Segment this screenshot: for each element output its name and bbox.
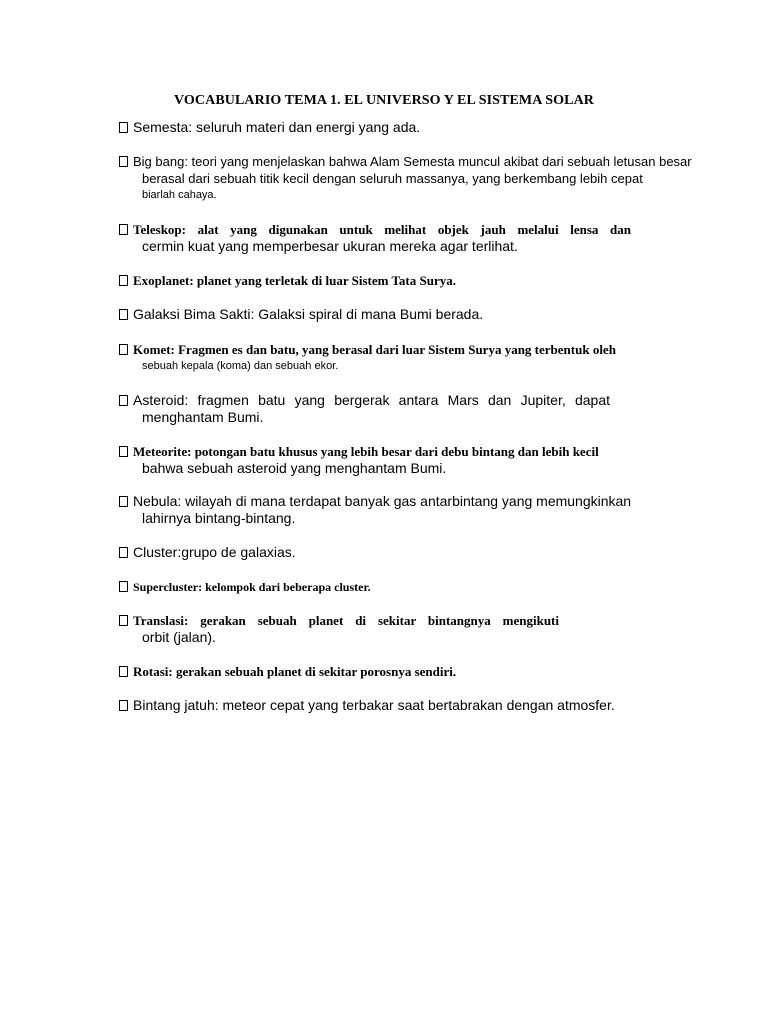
entry-text-cont: orbit (jalan).	[142, 629, 216, 645]
checkbox-icon	[119, 122, 128, 133]
entry-big-bang	[119, 154, 694, 203]
entry-text-cont: berasal dari sebuah titik kecil dengan seluruh massanya, yang berkembang lebih cepat	[142, 170, 643, 186]
checkbox-icon	[119, 156, 128, 167]
entry-text: Bintang jatuh: meteor cepat yang terbakar saat bertabrakan dengan atmosfer.	[133, 697, 615, 713]
entry-nebula	[119, 493, 679, 527]
entry-translasi	[119, 612, 639, 646]
entry-asteroid	[119, 392, 639, 426]
checkbox-icon	[119, 581, 128, 592]
entry-text: Big bang: teori yang menjelaskan bahwa Alam Semesta muncul akibat dari sebuah letusan besar	[133, 154, 692, 169]
checkbox-icon	[119, 344, 128, 355]
entry-meteorite	[119, 443, 679, 477]
entry-text: Semesta: seluruh materi dan energi yang ada.	[133, 119, 421, 135]
entry-text: Nebula: wilayah di mana terdapat banyak gas antarbintang yang memungkinkan	[133, 493, 632, 509]
entry-text: Translasi: gerakan sebuah planet di sekitar bintangnya mengikuti	[133, 613, 559, 628]
entry-teleskop	[119, 221, 639, 255]
entry-rotasi	[119, 663, 639, 680]
entry-galaksi	[119, 306, 639, 323]
checkbox-icon	[119, 309, 128, 320]
checkbox-icon	[119, 700, 128, 711]
checkbox-icon	[119, 615, 128, 626]
document-title: VOCABULARIO TEMA 1. EL UNIVERSO Y EL SISTEMA SOLAR	[173, 93, 595, 108]
entry-text-cont: lahirnya bintang-bintang.	[142, 510, 296, 526]
entry-supercluster	[119, 579, 639, 595]
entry-text: Komet: Fragmen es dan batu, yang berasal dari luar Sistem Surya yang terbentuk oleh	[133, 342, 616, 357]
entry-bintang-jatuh	[119, 697, 679, 714]
checkbox-icon	[119, 224, 128, 235]
checkbox-icon	[119, 547, 128, 558]
entry-text-cont: bahwa sebuah asteroid yang menghantam Bumi.	[142, 460, 447, 476]
entry-cluster	[119, 544, 639, 561]
entry-semesta	[119, 119, 639, 136]
entry-text: Cluster:grupo de galaxias.	[133, 544, 296, 560]
entry-exoplanet	[119, 272, 639, 289]
checkbox-icon	[119, 446, 128, 457]
entry-text: Supercluster: kelompok dari beberapa cluster.	[133, 580, 371, 594]
entry-text: Meteorite: potongan batu khusus yang lebih besar dari debu bintang dan lebih kecil	[133, 444, 599, 459]
checkbox-icon	[119, 395, 128, 406]
entry-text: Teleskop: alat yang digunakan untuk melihat objek jauh melalui lensa dan	[133, 222, 631, 237]
entry-text: Asteroid: fragmen batu yang bergerak antara Mars dan Jupiter, dapat	[133, 392, 610, 408]
entry-text: Galaksi Bima Sakti: Galaksi spiral di mana Bumi berada.	[133, 306, 484, 322]
entry-komet	[119, 341, 679, 374]
entry-text: Exoplanet: planet yang terletak di luar Sistem Tata Surya.	[133, 273, 456, 288]
entry-text-cont: menghantam Bumi.	[142, 409, 264, 425]
entry-text-cont: cermin kuat yang memperbesar ukuran mereka agar terlihat.	[142, 238, 518, 254]
checkbox-icon	[119, 496, 128, 507]
entry-text-cont: biarlah cahaya.	[142, 189, 217, 201]
checkbox-icon	[119, 666, 128, 677]
entry-text: Rotasi: gerakan sebuah planet di sekitar porosnya sendiri.	[133, 664, 457, 679]
checkbox-icon	[119, 275, 128, 286]
entry-text-cont: sebuah kepala (koma) dan sebuah ekor.	[142, 360, 339, 372]
